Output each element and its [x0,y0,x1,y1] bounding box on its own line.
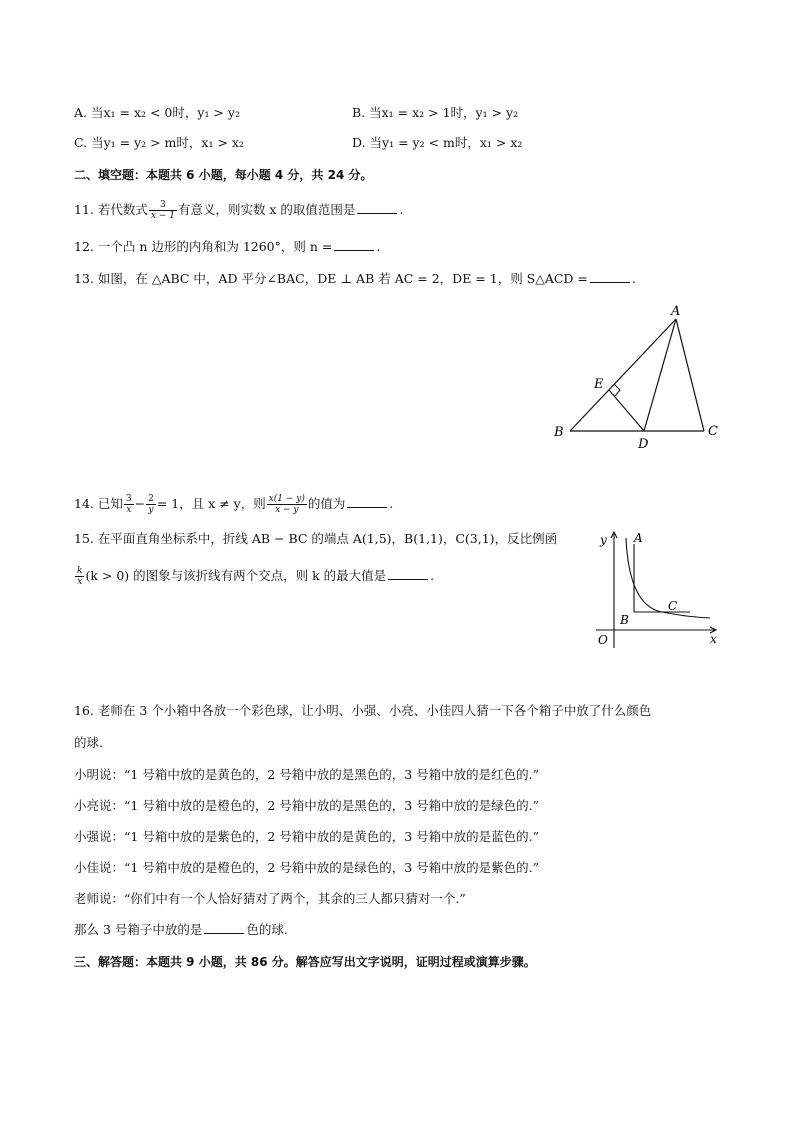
q14-f3-num: x(1 − y) [268,494,305,504]
point-c-label: C [668,599,678,613]
q15-answer-blank[interactable] [388,567,428,580]
q14-end: . [389,496,394,511]
point-e-label: E [594,377,604,392]
q11-answer-blank[interactable] [357,201,397,214]
point-a-label: A [634,531,643,545]
q15-f-den: x [77,577,83,587]
q16-answer-blank[interactable] [204,921,244,934]
coordinate-figure [592,528,724,652]
q11-den: x − 1 [150,211,175,221]
q13-answer-blank[interactable] [590,270,630,283]
q14-f1-den: x [126,505,132,515]
statement-xiaoliang: 小亮说：“1 号箱中放的是橙色的，2 号箱中放的是黑色的，3 号箱中放的是绿色的.” [74,798,540,813]
origin-label: O [598,633,608,647]
q13-end: . [631,271,636,286]
q14-minus: − [134,496,146,511]
question-14 [74,494,393,515]
q14-f2-num: 2 [148,494,154,504]
q16-ask-pre: 那么 3 号箱子中放的是 [74,922,203,937]
q15-post: (k > 0) 的图象与该折线有两个交点，则 k 的最大值是 [85,568,387,583]
question-13 [74,270,636,288]
point-a-label: A [671,304,681,319]
q14-fraction-1 [124,494,134,515]
q11-fraction [149,200,177,221]
q11-pre: 11. 若代数式 [74,202,148,217]
q14-f2-den: y [148,505,154,515]
statement-xiaoming: 小明说：“1 号箱中放的是黄色的，2 号箱中放的是黑色的，3 号箱中放的是红色的.” [74,767,540,782]
point-b-label: B [554,425,564,440]
question-11 [74,200,403,221]
option-b: B. 当x₁ = x₂ > 1时，y₁ > y₂ [352,105,519,120]
section-3-heading: 三、解答题：本题共 9 小题，共 86 分。解答应写出文字说明，证明过程或演算步骤。 [74,955,536,969]
point-d-label: D [638,437,649,452]
axis-x-label: x [710,632,717,646]
option-d: D. 当y₁ = y₂ < m时，x₁ > x₂ [352,135,523,150]
q14-pre: 14. 已知 [74,496,123,511]
q11-num: 3 [149,200,177,211]
question-16-line-2: 的球. [74,735,103,750]
q14-fraction-2 [146,494,156,515]
right-angle-mark [614,384,620,396]
section-2-heading: 二、填空题：本题共 6 小题，每小题 4 分，共 24 分。 [74,168,373,182]
q15-f-num: k [77,566,83,576]
q14-mid: = 1，且 x ≠ y，则 [156,496,266,511]
question-16-ask [74,921,288,939]
q11-post: 有意义，则实数 x 的取值范围是 [177,202,356,217]
q13-text: 13. 如图，在 △ABC 中，AD 平分∠BAC，DE ⊥ AB 若 AC = 2，DE = 1，则 S△ACD = [74,271,588,286]
q15-end: . [430,568,435,583]
question-16-line-1: 16. 老师在 3 个小箱中各放一个彩色球，让小明、小强、小亮、小佳四人猜一下各个箱子中放了什么颜色 [74,703,652,718]
q14-f3-den: x − y [275,505,299,515]
question-12 [74,238,380,256]
q15-fraction [75,566,84,587]
statement-teacher: 老师说：“你们中有一个人恰好猜对了两个，其余的三人都只猜对一个.” [74,891,466,906]
question-15-line-2 [74,566,434,587]
question-15-line-1: 15. 在平面直角坐标系中，折线 AB − BC 的端点 A(1,5)，B(1,1)，C(3,1)，反比例函 [74,531,558,546]
option-c: C. 当y₁ = y₂ > m时，x₁ > x₂ [74,135,244,150]
polyline-abc [634,544,690,612]
q12-answer-blank[interactable] [334,238,374,251]
q16-ask-post: 色的球. [246,922,288,937]
q11-end: . [399,202,404,217]
statement-xiaojia: 小佳说：“1 号箱中放的是橙色的，2 号箱中放的是绿色的，3 号箱中放的是紫色的.” [74,860,540,875]
point-b-label: B [620,613,629,627]
segment-ac [676,319,704,431]
segment-de [609,390,644,431]
q14-f1-num: 3 [125,494,132,504]
point-c-label: C [708,424,718,439]
q12-end: . [376,239,381,254]
q12-text: 12. 一个凸 n 边形的内角和为 1260°，则 n = [74,239,333,254]
axis-y-label: y [600,533,607,547]
statement-xiaoqiang: 小强说：“1 号箱中放的是紫色的，2 号箱中放的是黄色的，3 号箱中放的是蓝色的.” [74,829,540,844]
q14-post: 的值为 [307,496,346,511]
q14-fraction-3 [267,494,307,515]
q14-answer-blank[interactable] [347,495,387,508]
triangle-figure [540,300,730,460]
option-a: A. 当x₁ = x₂ < 0时，y₁ > y₂ [74,105,240,120]
